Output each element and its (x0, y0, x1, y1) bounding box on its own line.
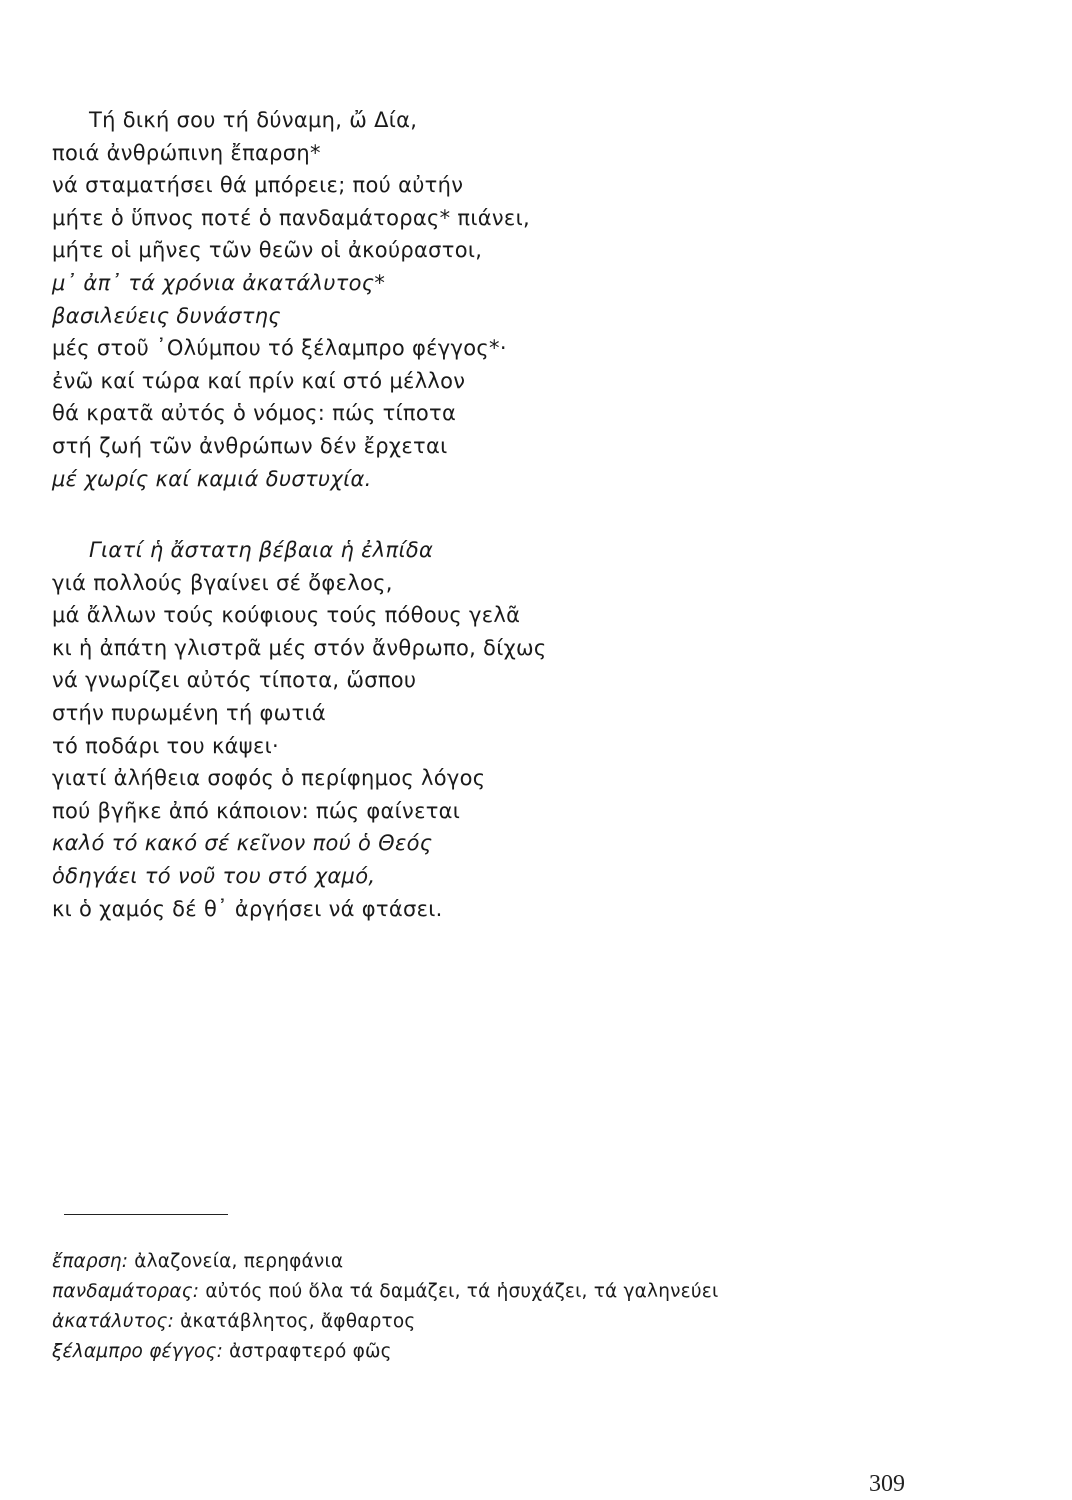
poem-line: μήτε ὁ ὕπνος ποτέ ὁ πανδαμάτορας* πιάνει, (52, 205, 530, 230)
poem-line: γιά πολλούς βγαίνει σέ ὄφελος, (52, 570, 393, 595)
poem-line: νά σταματήσει θά μπόρειε; πού αὐτήν (52, 173, 464, 198)
poem-stanza-2 (52, 534, 547, 925)
poem-line: κι ἡ ἀπάτη γλιστρᾶ μές στόν ἄνθρωπο, δίχως (52, 635, 547, 660)
footnote-divider (64, 1214, 228, 1215)
footnote-term: ἀκατάλυτος: (52, 1311, 175, 1332)
page-number: 309 (869, 1471, 905, 1497)
footnote-term: ξέλαμπρο φέγγος: (52, 1341, 224, 1362)
poem-line: μές στοῦ ᾿Ολύμπου τό ξέλαμπρο φέγγος*· (52, 336, 507, 361)
poem-line: μέ χωρίς καί καμιά δυστυχία. (52, 466, 372, 491)
poem-line: ποιά ἀνθρώπινη ἔπαρση* (52, 140, 321, 165)
poem-stanza-1 (52, 104, 530, 495)
poem-line: μήτε οἱ μῆνες τῶν θεῶν οἱ ἀκούραστοι, (52, 238, 483, 263)
poem-line: μά ἄλλων τούς κούφιους τούς πόθους γελᾶ (52, 603, 521, 628)
footnote-definition: αὐτός πού ὅλα τά δαμάζει, τά ἡσυχάζει, τά γαληνεύει (199, 1281, 719, 1302)
poem-line: βασιλεύεις δυνάστης (52, 303, 281, 328)
poem-line: Γιατί ἡ ἄστατη βέβαια ἡ ἐλπίδα (89, 538, 434, 562)
footnote (52, 1277, 718, 1307)
poem-line: Τή δική σου τή δύναμη, ὤ Δία, (89, 108, 418, 132)
poem-line: τό ποδάρι του κάψει· (52, 733, 279, 758)
footnote-definition: ἀστραφτερό φῶς (223, 1341, 392, 1362)
poem-line: νά γνωρίζει αὐτός τίποτα, ὥσπου (52, 668, 417, 693)
poem-line: στήν πυρωμένη τή φωτιά (52, 700, 327, 725)
footnote (52, 1247, 718, 1277)
poem-line: μ᾿ ἀπ᾿ τά χρόνια ἀκατάλυτος* (52, 270, 386, 295)
footnote-term: πανδαμάτορας: (52, 1281, 200, 1302)
poem-line: κι ὁ χαμός δέ θ᾿ ἀργήσει νά φτάσει. (52, 896, 443, 921)
poem-line: γιατί ἀλήθεια σοφός ὁ περίφημος λόγος (52, 766, 486, 791)
poem-line: ἐνῶ καί τώρα καί πρίν καί στό μέλλον (52, 368, 466, 393)
footnote (52, 1307, 718, 1337)
footnote (52, 1337, 718, 1367)
footnote-definition: ἀλαζονεία, περηφάνια (128, 1251, 344, 1272)
poem-line: στή ζωή τῶν ἀνθρώπων δέν ἔρχεται (52, 433, 448, 458)
poem-line: θά κρατᾶ αὐτός ὁ νόμος: πώς τίποτα (52, 401, 457, 426)
footnotes (52, 1247, 718, 1367)
footnote-definition: ἀκατάβλητος, ἄφθαρτος (174, 1311, 416, 1332)
poem-line: ὁδηγάει τό νοῦ του στό χαμό, (52, 863, 376, 888)
poem-line: καλό τό κακό σέ κεῖνον πού ὁ Θεός (52, 831, 433, 856)
poem-line: πού βγῆκε ἀπό κάποιον: πώς φαίνεται (52, 798, 461, 823)
footnote-term: ἔπαρση: (52, 1251, 129, 1272)
